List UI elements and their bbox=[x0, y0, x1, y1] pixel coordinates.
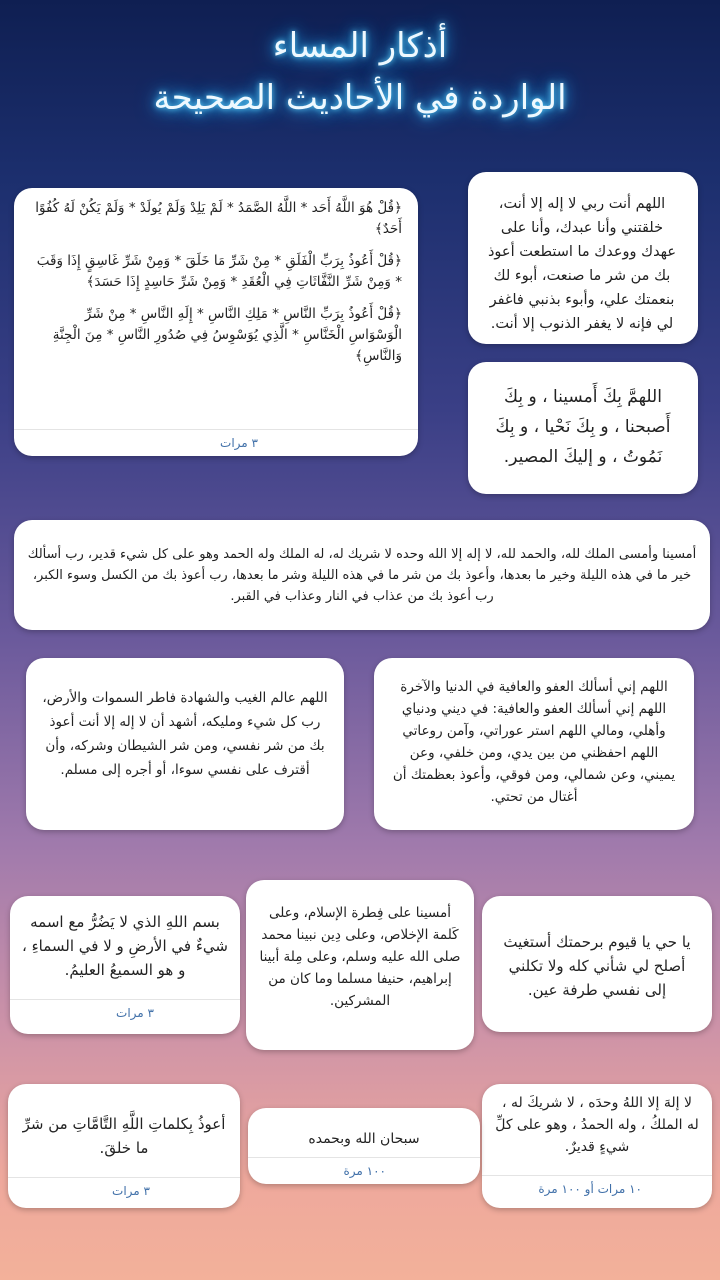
fitra-text: أمسينا على فِطرة الإسلام، وعلى كَلمة الإخلاص، وعلى دِين نبينا محمد صلى الله عليه وسلم، وعلى مِلة أبينا إبراهيم، حنيفا مسلما وما كان من المشركين. bbox=[259, 905, 461, 1009]
tahlil-text: لا إلهَ إلا اللهُ وحدَه ، لا شريكَ له ، له الملكُ ، وله الحمدُ ، وهو على كلِّ شيءٍ قديرٌ. bbox=[495, 1095, 699, 1155]
card-subhan bbox=[248, 1108, 480, 1184]
title-line-1: أذكار المساء bbox=[272, 26, 448, 66]
ikhlas-text: ﴿قُلْ هُوَ اللَّهُ أَحَد * اللَّهُ الصَّمَدُ * لَمْ يَلِدْ وَلَمْ يُولَدْ * وَلَمْ يَكُنْ لَهُ كُفُوًا أَحَدٌ﴾ bbox=[35, 200, 402, 237]
card-amsayna-mulk bbox=[14, 520, 710, 630]
muawwidhat-count-footer bbox=[14, 429, 418, 456]
alim-ghayb-text: اللهم عالم الغيب والشهادة فاطر السموات والأرض، رب كل شيء ومليكه، أشهد أن لا إله إلا أنت أعوذ بك من شر نفسي، ومن شر الشيطان وشركه، وأن أقترف على نفسي سوءا، أو أجره إلى مسلم. bbox=[42, 690, 328, 778]
bismillah-count-footer bbox=[10, 999, 240, 1026]
amsayna-mulk-text: أمسينا وأمسى الملك لله، والحمد لله، لا إله إلا الله وحده لا شريك له، له الملك وله الحمد وهو على كل شيء قدير، رب أسألك خير ما في هذه الليلة وخير ما بعدها، وأعوذ بك من شر ما في هذه الليلة وشر ما بعدها، رب أعوذ بك من الكسل وسوء الكبر، رب أعوذ بك من عذاب في النار وعذاب في القبر. bbox=[27, 547, 697, 604]
card-kalimat bbox=[8, 1084, 240, 1208]
bismillah-text: بسم اللهِ الذي لا يَضُرُّ مع اسمه شيءٌ في الأرضِ و لا في السماءِ ، و هو السميعُ العليمُ. bbox=[21, 913, 228, 979]
kalimat-count: ٣ مرات bbox=[112, 1184, 150, 1198]
kalimat-text: أعوذُ بِكلماتِ اللَّهِ التَّامَّاتِ من شرِّ ما خلقَ. bbox=[22, 1115, 226, 1157]
muawwidhat-count: ٣ مرات bbox=[220, 436, 258, 450]
card-muawwidhat bbox=[14, 188, 418, 456]
amsayna-bika-text: اللهمَّ بِكَ أَمسينا ، و بِكَ أَصبحنا ، و بِكَ نَحْيا ، و بِكَ نَمُوتُ ، و إليكَ المصير. bbox=[495, 387, 671, 467]
title-line-2: الواردة في الأحاديث الصحيحة bbox=[153, 78, 567, 118]
falaq-text: ﴿قُلْ أَعُوذُ بِرَبِّ الْفَلَقِ * مِنْ شَرِّ مَا خَلَقَ * وَمِنْ شَرِّ غَاسِقٍ إِذَا وَقَبَ * وَمِنْ شَرِّ النَّفَّاثَاتِ فِي الْعُقَدِ * وَمِنْ شَرِّ حَاسِدٍ إِذَا حَسَدَ﴾ bbox=[36, 253, 402, 290]
card-afiya bbox=[374, 658, 694, 830]
card-bismillah bbox=[10, 896, 240, 1034]
card-tahlil bbox=[482, 1084, 712, 1208]
card-alim-ghayb bbox=[26, 658, 344, 830]
page-title bbox=[0, 20, 720, 124]
kalimat-count-footer bbox=[8, 1177, 240, 1204]
card-fitra bbox=[246, 880, 474, 1050]
bismillah-count: ٣ مرات bbox=[116, 1006, 154, 1020]
card-amsayna-bika bbox=[468, 362, 698, 494]
sayyid-istighfar-text: اللهم أنت ربي لا إله إلا أنت، خلقتني وأنا عبدك، وأنا على عهدك ووعدك ما استطعت أعوذ بك من شر ما صنعت، أبوء لك بنعمتك علي، وأبوء بذنبي فاغفر لي فإنه لا يغفر الذنوب إلا أنت. bbox=[487, 196, 677, 332]
subhan-count-footer bbox=[248, 1157, 480, 1184]
tahlil-count: ١٠ مرات أو ١٠٠ مرة bbox=[538, 1182, 642, 1196]
afiya-text: اللهم إني أسألك العفو والعافية في الدنيا والآخرة اللهم إني أسألك العفو والعافية: في ديني ودنياي وأهلي، ومالي اللهم استر عوراتي، وآمن روعاتي اللهم احفظني من بين يدي، ومن خلفي، وعن يميني، وعن شمالي، ومن فوقي، وأعوذ بعظمتك أن أغتال من تحتي. bbox=[392, 679, 676, 805]
subhan-text: سبحان الله وبحمده bbox=[308, 1131, 420, 1147]
ya-hayy-text: يا حي يا قيوم برحمتك أستغيث أصلح لي شأني كله ولا تكلني إلى نفسي طرفة عين. bbox=[503, 933, 691, 999]
nas-text: ﴿قُلْ أَعُوذُ بِرَبِّ النَّاسِ * مَلِكِ النَّاسِ * إِلَهِ النَّاسِ * مِنْ شَرِّ الْوَسْوَاسِ الْخَنَّاسِ * الَّذِي يُوَسْوِسُ فِي صُدُورِ النَّاسِ * مِنَ الْجِنَّةِ وَالنَّاسِ﴾ bbox=[52, 306, 402, 364]
card-ya-hayy bbox=[482, 896, 712, 1032]
card-sayyid-istighfar bbox=[468, 172, 698, 344]
tahlil-count-footer bbox=[482, 1175, 712, 1202]
subhan-count: ١٠٠ مرة bbox=[343, 1164, 386, 1178]
